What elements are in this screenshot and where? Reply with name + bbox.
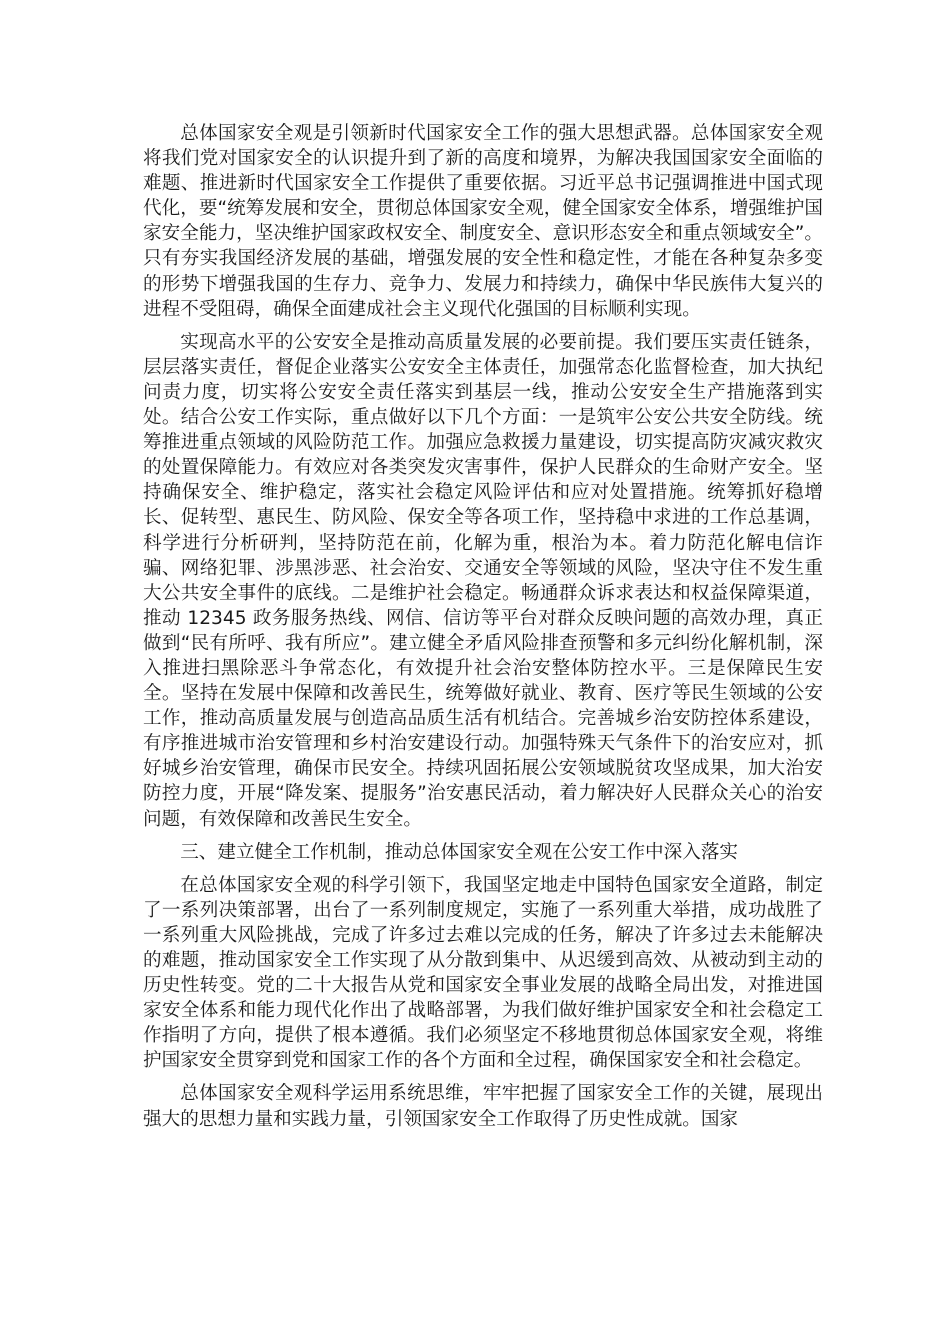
section-heading: 三、建立健全工作机制，推动总体国家安全观在公安工作中深入落实 — [180, 841, 739, 863]
paragraph-systems-thinking: 总体国家安全观科学运用系统思维，牢牢把握了国家安全工作的关键，展现出强大的思想力量和实践力量，引领国家安全工作取得了历史性成就。国家 — [143, 1083, 823, 1130]
paragraph-public-security: 实现高水平的公安安全是推动高质量发展的必要前提。我们要压实责任链条，层层落实责任，督促企业落实公安安全主体责任，加强常态化监督检查，加大执纪问责力度，切实将公安安全责任落实到基层一线，推动公安安全生产措施落到实处。结合公安工作实际，重点做好以下几个方面：一是筑牢公安公共安全防线。统筹推进重点领域的风险防范工作。加强应急救援力量建设，切实提高防灾减灾救灾的处置保障能力。有效应对各类突发灾害事件，保护人民群众的生命财产安全。坚持确保安全、维护稳定，落实社会稳定风险评估和应对处置措施。统筹抓好稳增长、促转型、惠民生、防风险、保安全等各项工作，坚持稳中求进的工作总基调，科学进行分析研判，坚持防范在前，化解为重，根治为本。着力防范化解电信诈骗、网络犯罪、涉黑涉恶、社会治安、交通安全等领域的风险，坚决守住不发生重大公共安全事件的底线。二是维护社会稳定。畅通群众诉求表达和权益保障渠道，推动 12345 政务服务热线、网信、信访等平台对群众反映问题的高效办理，真正做到“民有所呼、我有所应”。建立健全矛盾风险排查预警和多元纠纷化解机制，深入推进扫黑除恶斗争常态化，有效提升社会治安整体防控水平。三是保障民生安全。坚持在发展中保障和改善民生，统筹做好就业、教育、医疗等民生领域的公安工作，推动高质量发展与创造高品质生活有机结合。完善城乡治安防控体系建设，有序推进城市治安管理和乡村治安建设行动。加强特殊天气条件下的治安应对，抓好城乡治安管理，确保市民安全。持续巩固拓展公安领域脱贫攻坚成果，加大治安防控力度，开展“降发案、提服务”治安惠民活动，着力解决好人民群众关心的治安问题，有效保障和改善民生安全。 — [143, 331, 823, 830]
paragraph-security-concept: 总体国家安全观是引领新时代国家安全工作的强大思想武器。总体国家安全观将我们党对国家安全的认识提升到了新的高度和境界，为解决我国国家安全面临的难题、推进新时代国家安全工作提供了重要依据。习近平总书记强调推进中国式现代化，要“统筹发展和安全，贯彻总体国家安全观，健全国家安全体系，增强维护国家安全能力，坚决维护国家政权安全、制度安全、意识形态安全和重点领域安全”。只有夯实我国经济发展的基础，增强发展的安全性和稳定性，才能在各种复杂多变的形势下增强我国的生存力、竞争力、发展力和持续力，确保中华民族伟大复兴的进程不受阻碍，确保全面建成社会主义现代化强国的目标顺利实现。 — [143, 123, 823, 320]
paragraph-guidance: 在总体国家安全观的科学引领下，我国坚定地走中国特色国家安全道路，制定了一系列决策部署，出台了一系列制度规定，实施了一系列重大举措，成功战胜了一系列重大风险挑战，完成了许多过去难以完成的任务，解决了许多过去未能解决的难题，推动国家安全工作实现了从分散到集中、从迟缓到高效、从被动到主动的历史性转变。党的二十大报告从党和国家安全事业发展的战略全局出发，对推进国家安全体系和能力现代化作出了战略部署，为我们做好维护国家安全和社会稳定工作指明了方向，提供了根本遵循。我们必须坚定不移地贯彻总体国家安全观，将维护国家安全贯穿到党和国家工作的各个方面和全过程，确保国家安全和社会稳定。 — [143, 874, 823, 1072]
document-body — [143, 121, 823, 1140]
